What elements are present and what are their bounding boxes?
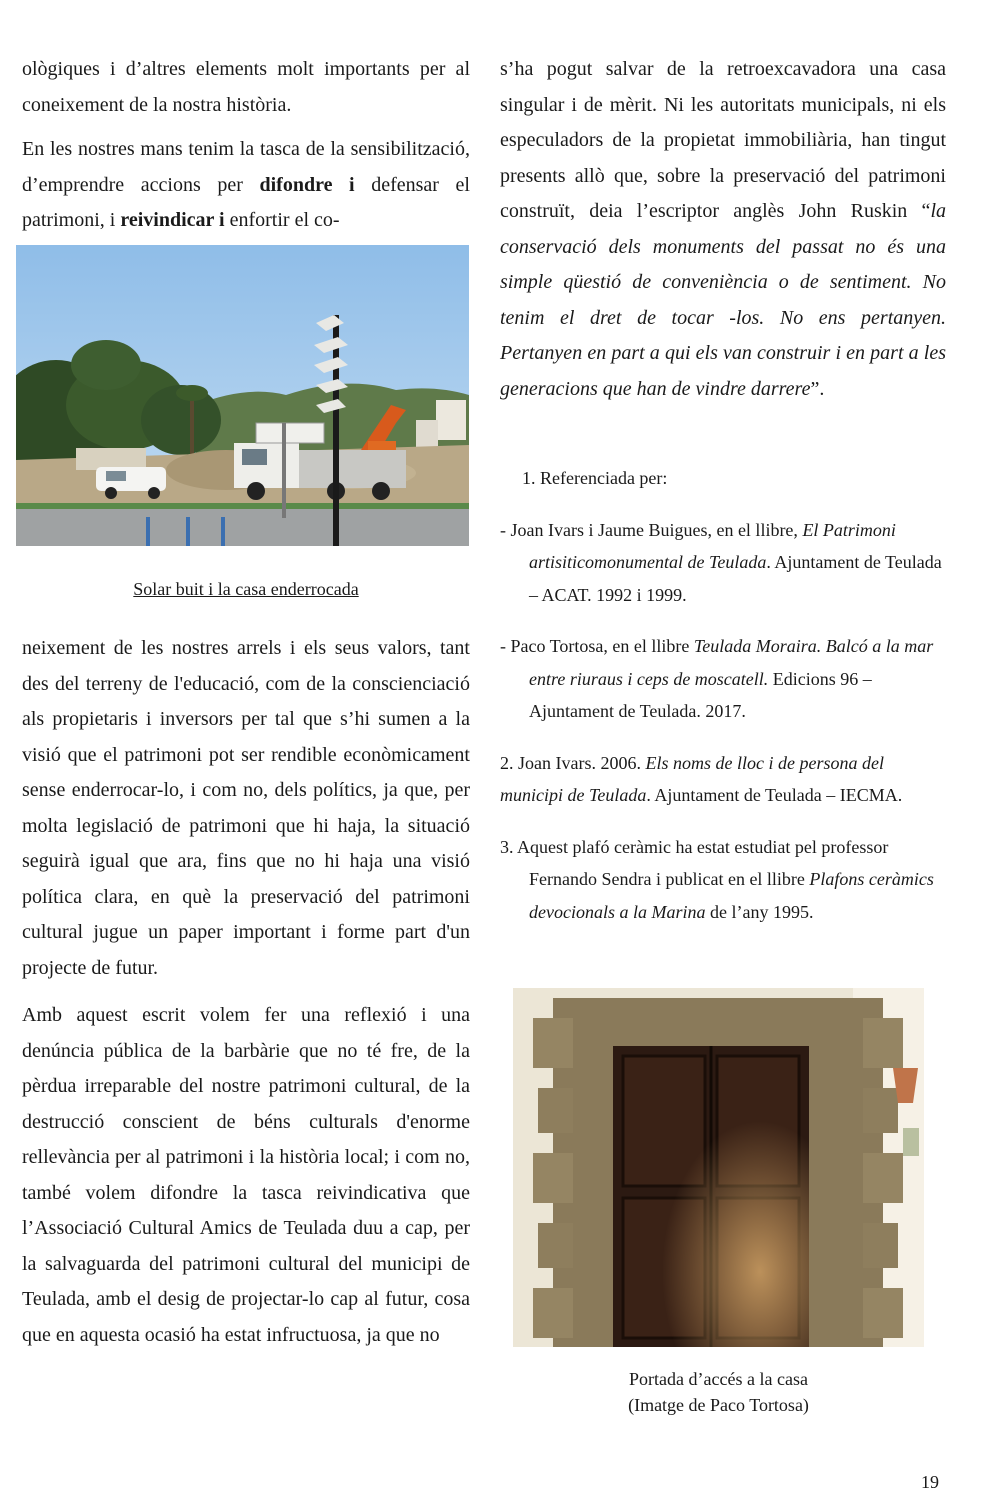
book-title: Plafons ceràmics devocionals a la Marina <box>529 869 934 922</box>
text-run: . Ajuntament de Teulada – ACAT. 1992 i 1999. <box>529 552 942 605</box>
paragraph-ruskin <box>500 52 946 407</box>
page-number: 19 <box>921 1472 939 1492</box>
photo1-caption: Solar buit i la casa enderrocada <box>133 579 359 599</box>
right-column-top <box>500 52 946 407</box>
photo2-caption-line2: (Imatge de Paco Tortosa) <box>628 1395 809 1415</box>
door-photo <box>513 988 924 1347</box>
text-run: . Ajuntament de Teulada – IECMA. <box>646 785 903 805</box>
left-column-bottom <box>22 631 470 1353</box>
text-run: enfortir el co- <box>224 209 340 231</box>
footnotes <box>500 462 948 928</box>
text-run: 2. Joan Ivars. 2006. <box>500 752 646 773</box>
door-image <box>513 988 924 1347</box>
text-run: Edicions 96 – Ajuntament de Teulada. 2017. <box>529 668 872 721</box>
footnote-1-title: 1. Referenciada per: <box>522 468 668 488</box>
paragraph-reflexio: Amb aquest escrit volem fer una reflexió i una denúncia pública de la barbàrie que no té fre, de la pèrdua irreparable del nostre patrimoni cultural, de la destrucció conscient de béns culturals d'enorme rellevància per al patrimoni i la història local; i com no, també volem difondre la tasca reivindicativa que l’Associació Cultural Amics de Teulada duu a cap, per la salvaguarda del patrimoni cultural del municipi de Teulada, amb el desig de projectar-lo cap al futur, cosa que en aquesta ocasió ha estat infructuosa, ja que no <box>22 1004 470 1346</box>
footnote-1-a <box>500 514 948 612</box>
text-run: defensar el patrimoni, i <box>22 173 470 231</box>
demolition-site-photo <box>16 245 469 546</box>
text-run: de l’any 1995. <box>705 901 814 922</box>
text-run: En les nostres mans tenim la tasca de la sensibilització, d’emprendre accions per <box>22 138 470 196</box>
book-title: El Patrimoni artisiticomonumental de Teulada <box>529 519 896 572</box>
photo2-caption-wrap <box>513 1366 924 1418</box>
paragraph-intro: ològiques i d’altres elements molt importants per al coneixement de la nostra història. <box>22 58 470 116</box>
paragraph-coneixement: neixement de les nostres arrels i els seus valors, tant des del terreny de l'educació, com de la conscienciació als propietaris i inversors per tal que s’hi sumen a la visió que el patrimoni pot ser rendible econòmicament sense enderrocar-lo, i com no, dels polítics, ja que, per molta legislació de patrimoni que hi haja, la situació seguirà igual que ara, fins que no hi haja una visió política clara, en què la preservació del patrimoni cultural jugue un paper important i forme part d'un projecte de futur. <box>22 637 470 979</box>
photo1-caption-wrap <box>22 576 470 602</box>
photo2-caption-line1: Portada d’accés a la casa <box>629 1369 808 1389</box>
text-run: - Joan Ivars i Jaume Buigues, en el llibre, <box>500 519 803 540</box>
text-run: - Paco Tortosa, en el llibre <box>500 636 694 656</box>
bold-difondre: difondre i <box>259 173 355 196</box>
text-run: ”. <box>810 377 825 400</box>
left-column-top <box>22 52 470 239</box>
paragraph-sensibilitzacio <box>22 132 470 239</box>
footnote-2 <box>500 747 948 812</box>
footnote-1-b <box>500 630 948 728</box>
demolition-site-image <box>16 245 469 546</box>
text-run: 3. Aquest plafó ceràmic ha estat estudiat pel professor Fernando Sendra i publicat en el llibre <box>500 836 889 889</box>
ruskin-quote: la conservació dels monuments del passat no és una simple qüestió de conveniència o de sentiment. No tenim el dret de tocar -los. No ens pertanyen. Pertanyen en part a qui els van construir i en part a les generacions que han de vindre darrere <box>500 200 946 400</box>
book-title: Teulada Moraira. Balcó a la mar entre riuraus i ceps de moscatell. <box>529 636 934 689</box>
book-title: Els noms de lloc i de persona del municipi de Teulada <box>500 752 884 805</box>
footnote-3 <box>500 831 948 929</box>
bold-reivindicar: reivindicar i <box>120 209 225 231</box>
text-run: s’ha pogut salvar de la retroexcavadora una casa singular i de mèrit. Ni les autoritats municipals, ni els especuladors de la propietat immobiliària, han tingut presents allò que, sobre la preservació del patrimoni construït, deia l’escriptor anglès John Ruskin “ <box>500 58 946 222</box>
